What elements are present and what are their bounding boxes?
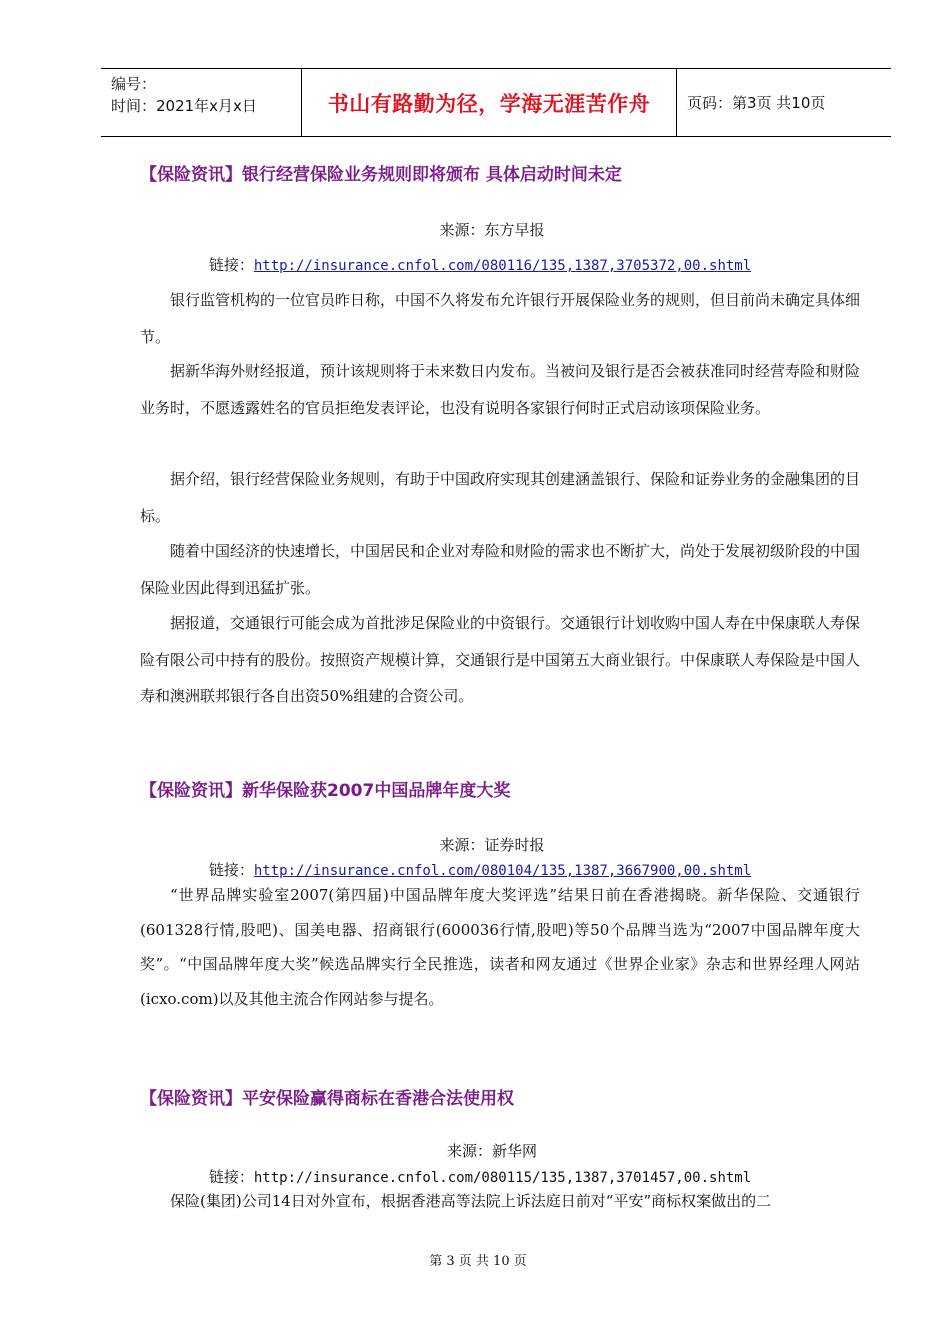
article-source: 来源：证券时报 [439,836,545,854]
article-source: 来源：新华网 [446,1142,537,1160]
article-link[interactable]: http://insurance.cnfol.com/080104/135,1387,3667900,00.shtml [253,863,752,879]
link-label: 链接： [208,256,254,274]
article-paragraph: “世界品牌实验室2007(第四届)中国品牌年度大奖评选”结果日前在香港揭晓。新华保险、交通银行(601328行情,股吧)、国美电器、招商银行(600036行情,股吧)等50个品牌当选为“2007中国品牌年度大奖”。“中国品牌年度大奖”候选品牌实行全民推选，读者和网友通过《世界企业家》杂志和世界经理人网站(icxo.com)以及其他主流合作网站参与提名。 [140,886,860,1008]
article-paragraph: 据介绍，银行经营保险业务规则，有助于中国政府实现其创建涵盖银行、保险和证券业务的金融集团的目标。 [140,470,861,525]
article-link: http://insurance.cnfol.com/080115/135,1387,3701457,00.shtml [253,1170,752,1186]
article-link-line [0,254,950,275]
header-page-label: 页码：第3页 共10页 [687,94,826,112]
article-paragraph: 银行监管机构的一位官员昨日称，中国不久将发布允许银行开展保险业务的规则，但目前尚未确定具体细节。 [140,291,861,346]
article-title: 【保险资讯】银行经营保险业务规则即将颁布 具体启动时间未定 [140,165,622,185]
article-source: 来源：东方早报 [439,221,545,239]
article-link-line [0,859,950,880]
article-title: 【保险资讯】平安保险赢得商标在香港合法使用权 [140,1089,514,1109]
page-header [101,68,891,137]
article-paragraph: 保险(集团)公司14日对外宣布，根据香港高等法院上诉法庭日前对“平安”商标权案做出的二 [170,1192,772,1210]
article-link[interactable]: http://insurance.cnfol.com/080116/135,1387,3705372,00.shtml [253,258,752,274]
header-motto: 书山有路勤为径，学海无涯苦作舟 [302,69,677,136]
article-title: 【保险资讯】新华保险获2007中国品牌年度大奖 [140,781,511,801]
time-label: 时间：2021年x月x日 [111,97,257,115]
article-paragraph: 据报道，交通银行可能会成为首批涉足保险业的中资银行。交通银行计划收购中国人寿在中保康联人寿保险有限公司中持有的股份。按照资产规模计算，交通银行是中国第五大商业银行。中保康联人寿保险是中国人寿和澳洲联邦银行各自出资50%组建的合资公司。 [140,614,861,705]
number-label: 编号： [111,75,157,93]
link-label: 链接： [208,1168,254,1186]
header-meta [101,69,302,136]
article-paragraph: 随着中国经济的快速增长，中国居民和企业对寿险和财险的需求也不断扩大，尚处于发展初级阶段的中国保险业因此得到迅猛扩张。 [140,542,861,597]
link-label: 链接： [208,861,254,879]
article-paragraph: 据新华海外财经报道，预计该规则将于未来数日内发布。当被问及银行是否会被获准同时经营寿险和财险业务时，不愿透露姓名的官员拒绝发表评论，也没有说明各家银行何时正式启动该项保险业务。 [140,362,861,417]
page-footer: 第 3 页 共 10 页 [429,1254,527,1269]
